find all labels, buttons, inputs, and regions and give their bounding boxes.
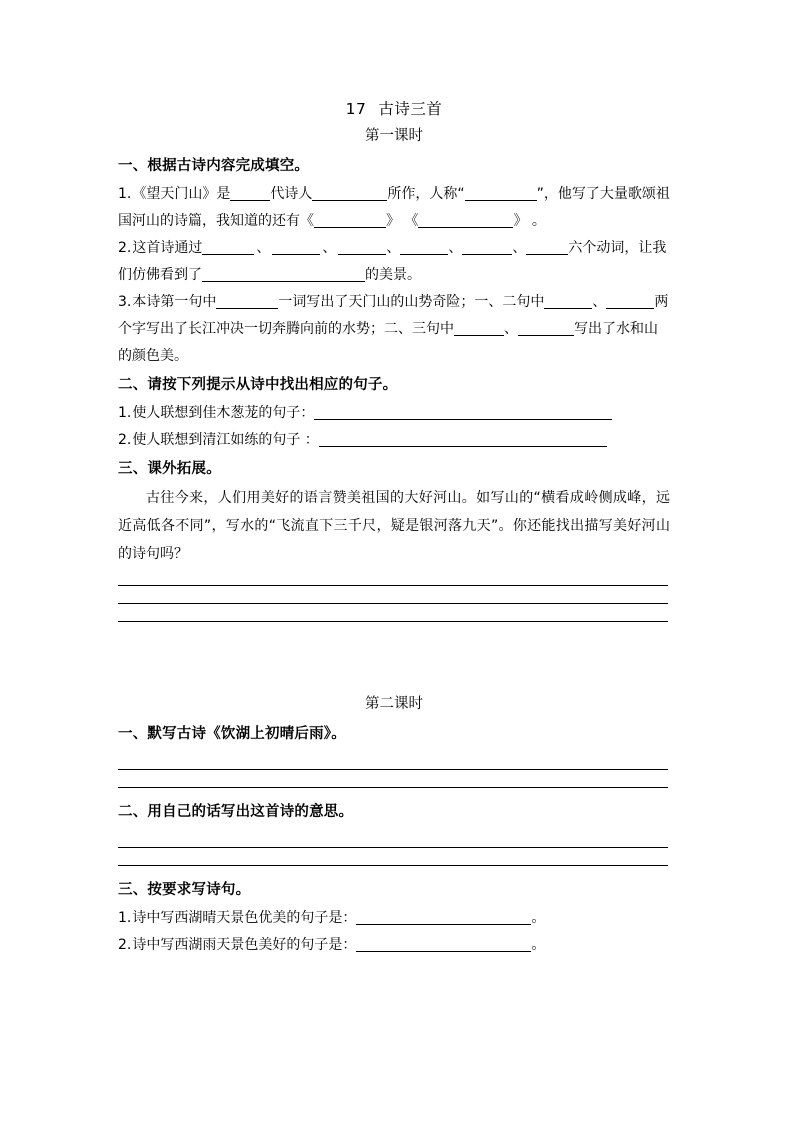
fill-blank[interactable] — [314, 212, 386, 228]
item-text-part: 这首诗通过 — [132, 240, 203, 256]
item-text-part: 所作，人称“ — [387, 186, 465, 202]
item-text-part: 的美景。 — [365, 267, 421, 283]
lesson1-s1-item2 — [118, 235, 670, 289]
item-text-part: 、 — [256, 240, 271, 256]
lesson2-s3-item1 — [118, 905, 670, 932]
item-text-part: 一词写出了天门山的山势奇险；一、二句中 — [278, 294, 545, 310]
lesson1-section1-heading: 一、根据古诗内容完成填空。 — [118, 158, 310, 174]
item-text-part: 》 《 — [386, 213, 419, 229]
lesson1-heading: 第一课时 — [365, 128, 423, 144]
item-text-part: 六个动词，让我们仿佛看到了 — [118, 240, 667, 283]
item-text-part: 两个字写出了长江冲决一切奔腾向前的水势；二、三句中 — [118, 294, 669, 337]
item-text-part: 本诗第一句中 — [132, 294, 217, 310]
fill-blank[interactable] — [400, 239, 448, 255]
item-text-part: 、 — [512, 240, 527, 256]
fill-blank[interactable] — [418, 212, 513, 228]
fill-blank[interactable] — [526, 239, 568, 255]
item-text-part: 写出了水和山的颜色美。 — [118, 321, 658, 364]
answer-blank[interactable] — [319, 431, 607, 447]
fill-blank[interactable] — [216, 293, 278, 309]
item-text-part: 、 — [504, 321, 518, 337]
lesson-number: 17 — [345, 100, 367, 118]
item-text-part: 代诗人 — [270, 186, 313, 202]
fill-blank[interactable] — [518, 320, 574, 336]
lesson2-heading: 第二课时 — [365, 696, 423, 712]
page-title — [118, 96, 670, 122]
lesson1-s1-item3 — [118, 289, 670, 370]
item-text-part: 》 。 — [513, 213, 546, 229]
fill-blank[interactable] — [544, 293, 592, 309]
fill-blank[interactable] — [202, 239, 254, 255]
item-text-part: 、 — [592, 294, 607, 310]
item-tail: 。 — [531, 937, 546, 953]
lesson2-section2-heading: 二、用自己的话写出这首诗的意思。 — [118, 804, 354, 820]
item-text-part: 、 — [322, 240, 337, 256]
item-number: 1. — [118, 405, 132, 421]
item-tail: 。 — [531, 910, 546, 926]
lesson2-s3-item2 — [118, 932, 670, 959]
fill-blank[interactable] — [312, 185, 387, 201]
item-number: 1. — [118, 186, 132, 202]
item-text-part: 、 — [386, 240, 401, 256]
lesson1-s3-paragraph: 古往今来，人们用美好的语言赞美祖国的大好河山。如写山的“横看成岭侧成峰，远近高低各不同”，写水的“飞流直下三千尺，疑是银河落九天”。你还能找出描写美好河山的诗句吗？ — [118, 490, 670, 562]
fill-blank[interactable] — [462, 239, 512, 255]
lesson1-s2-item2 — [118, 427, 670, 454]
lesson2-section3-heading: 三、按要求写诗句。 — [118, 882, 251, 898]
fill-blank[interactable] — [465, 185, 537, 201]
fill-blank[interactable] — [338, 239, 386, 255]
item-label: 诗中写西湖雨天景色美好的句子是： — [132, 937, 357, 953]
item-number: 2. — [118, 432, 132, 448]
lesson1-section2-heading: 二、请按下列提示从诗中找出相应的句子。 — [118, 377, 398, 393]
item-number: 1. — [118, 910, 132, 926]
fill-blank[interactable] — [272, 239, 320, 255]
item-text-part: ”，他写了大量歌颂祖国河山的诗篇，我知道的还有《 — [118, 186, 670, 229]
answer-blank[interactable] — [356, 909, 531, 925]
item-text-part: 《望天门山》是 — [132, 186, 231, 202]
item-number: 3. — [118, 294, 132, 310]
answer-blank[interactable] — [314, 404, 612, 420]
lesson2-section1-heading: 一、默写古诗《饮湖上初晴后雨》。 — [118, 726, 346, 742]
lesson1-s2-item1 — [118, 400, 670, 427]
answer-blank[interactable] — [356, 936, 531, 952]
item-label: 诗中写西湖晴天景色优美的句子是： — [132, 910, 357, 926]
lesson1-section3-heading: 三、课外拓展。 — [118, 461, 221, 477]
lesson-title-text: 古诗三首 — [378, 100, 443, 118]
item-number: 2. — [118, 240, 132, 256]
fill-blank[interactable] — [230, 185, 270, 201]
item-label: 使人联想到清江如练的句子 ： — [132, 432, 319, 448]
page-content — [118, 96, 670, 959]
item-number: 2. — [118, 937, 132, 953]
fill-blank[interactable] — [606, 293, 654, 309]
item-text-part: 、 — [448, 240, 463, 256]
fill-blank[interactable] — [454, 320, 504, 336]
item-label: 使人联想到佳木葱茏的句子： — [132, 405, 315, 421]
fill-blank[interactable] — [202, 266, 365, 282]
lesson1-s1-item1 — [118, 181, 670, 235]
